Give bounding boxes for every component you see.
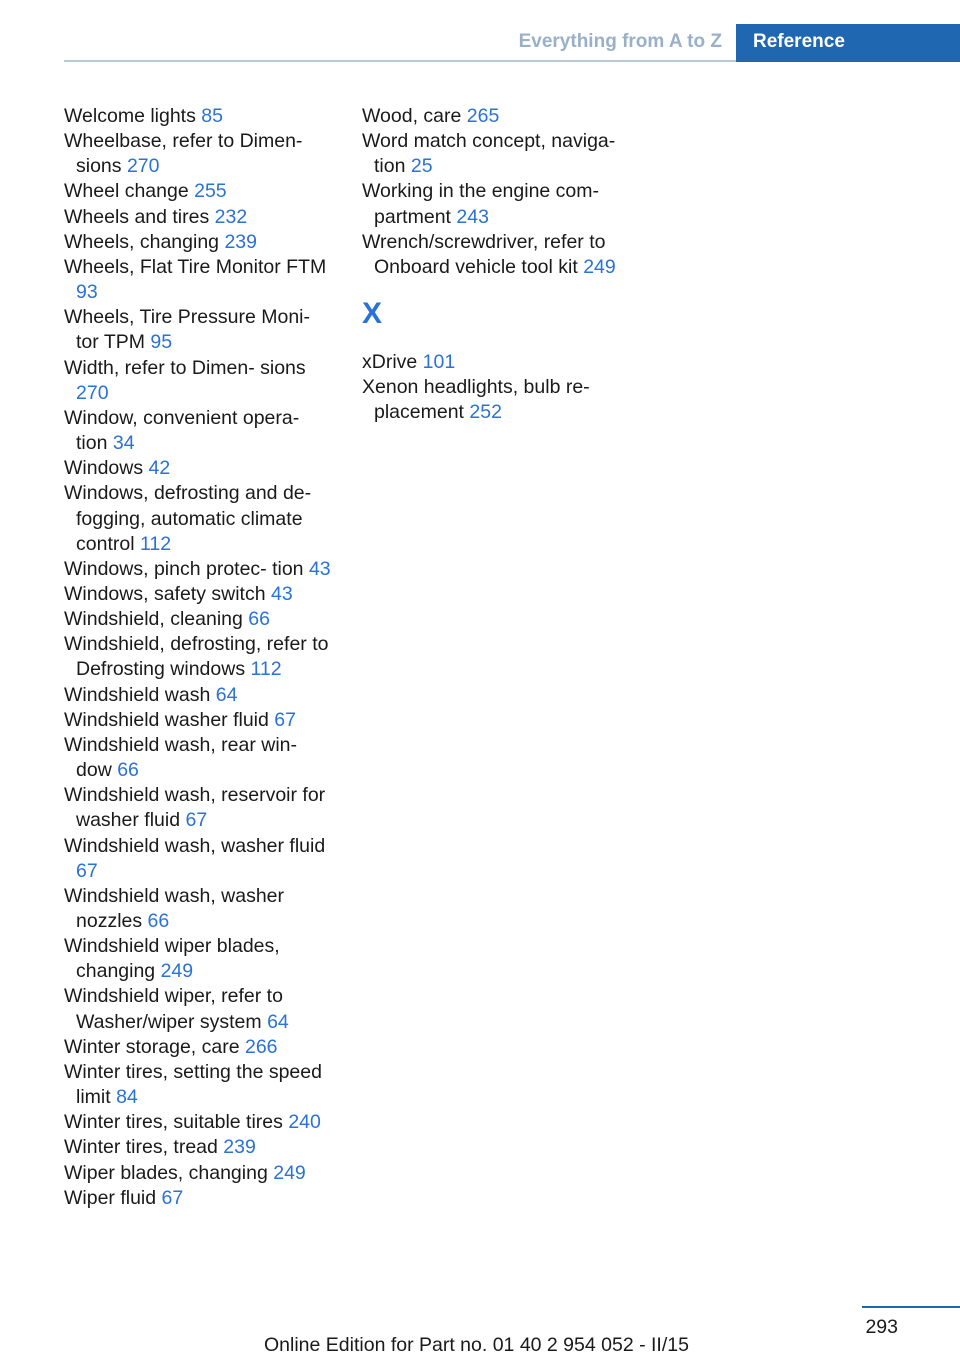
header-section-title: Everything from A to Z [518,31,722,52]
index-term: Window, convenient opera- tion [64,406,300,455]
page-header [0,24,960,60]
page-reference-link[interactable]: 270 [126,155,160,178]
edition-note: Online Edition for Part no. 01 40 2 954 052 - II/15 [264,1334,689,1356]
index-term: Windows, pinch protec- tion [64,557,309,580]
index-entry [64,179,336,204]
index-entry [64,582,336,607]
page-reference-link[interactable]: 67 [185,809,208,832]
page-reference-link[interactable]: 265 [466,105,500,127]
page-reference-link[interactable]: 42 [148,457,171,480]
index-term: Word match concept, naviga- tion [362,130,616,178]
page-reference-link[interactable]: 101 [422,351,456,374]
index-entry [64,456,336,481]
index-entry [64,305,336,355]
index-term: Width, refer to Dimen- sions [64,356,306,379]
header-reference-tab: Reference [736,24,960,62]
index-term: Winter storage, care [64,1035,245,1058]
index-term: Windshield wiper blades, changing [64,935,280,983]
index-term: Working in the engine com- partment [362,180,600,228]
index-entry [362,104,634,129]
page-reference-link[interactable]: 66 [117,759,139,782]
page-reference-link[interactable]: 249 [583,255,616,278]
index-term: Wheels, changing [64,230,225,253]
page-reference-link[interactable]: 67 [161,1186,184,1209]
page-reference-link[interactable]: 252 [469,401,502,424]
index-entry [64,406,336,456]
page-reference-link[interactable]: 34 [112,432,135,455]
page-reference-link[interactable]: 25 [410,155,433,178]
index-term: Windshield, defrosting, refer to Defrosting windows [64,633,329,681]
index-entry [362,375,634,425]
page-reference-link[interactable]: 239 [223,1136,256,1159]
index-entry [64,1110,336,1135]
page-reference-link[interactable]: 112 [139,532,172,555]
page-reference-link[interactable]: 43 [270,582,293,605]
page-reference-link[interactable]: 249 [160,960,194,983]
page-reference-link[interactable]: 95 [150,331,173,354]
footer-rule [862,1306,960,1308]
index-term: Wiper blades, changing [64,1161,274,1184]
index-entry [64,356,336,406]
index-entry [64,834,336,884]
index-entry [64,1060,336,1110]
index-entry [64,129,336,179]
index-entry [64,557,336,582]
index-term: Windows [64,457,149,480]
index-entry [64,783,336,833]
index-group-w-continued [362,104,634,280]
index-term: Wiper fluid [64,1186,162,1209]
index-entry [64,481,336,556]
page-reference-link[interactable]: 266 [244,1035,278,1058]
page-reference-link[interactable]: 249 [273,1161,306,1184]
index-entry [64,683,336,708]
index-term: Windshield wash, rear win- dow [64,733,298,782]
page-reference-link[interactable]: 232 [214,205,248,228]
index-term: Windshield, cleaning [64,608,249,631]
index-term: Windows, defrosting and de- fogging, automatic climate control [64,482,312,555]
index-term: Windshield washer fluid [64,708,275,731]
index-term: Windshield wash, washer fluid [64,834,326,857]
page-reference-link[interactable]: 239 [224,230,257,253]
index-term: Wheels and tires [64,205,215,228]
index-term: Wheel change [64,180,195,203]
index-term: Wrench/screwdriver, refer to Onboard vehicle tool kit [362,230,606,278]
index-term: Winter tires, suitable tires [64,1111,289,1134]
index-column-right [362,104,634,426]
page-reference-link[interactable]: 112 [250,658,282,681]
index-term: Wheels, Flat Tire Monitor FTM [64,255,327,278]
index-entry [64,733,336,783]
index-term: Windows, safety switch [64,582,271,605]
index-term: Windshield wash, washer nozzles [64,884,285,932]
index-term: Windshield wash [64,683,216,706]
index-term: Winter tires, setting the speed limit [64,1060,322,1109]
index-entry [362,350,634,375]
page-reference-link[interactable]: 240 [288,1111,321,1134]
index-entry [64,1161,336,1186]
index-entry [64,1186,336,1211]
page-reference-link[interactable]: 43 [308,557,331,580]
index-entry [64,632,336,682]
index-term: Windshield wash, reservoir for washer fluid [64,784,326,832]
index-term: Windshield wiper, refer to Washer/wiper system [64,985,283,1033]
index-term: Wheels, Tire Pressure Moni- tor TPM [64,306,310,354]
index-term: Winter tires, tread [64,1136,224,1159]
index-entry [362,230,634,280]
index-entry [64,984,336,1034]
page-reference-link[interactable]: 64 [267,1010,289,1033]
page-reference-link[interactable]: 66 [147,910,170,932]
index-entry [64,884,336,934]
index-entry [362,129,634,179]
page-reference-link[interactable]: 243 [456,205,489,228]
index-entry [64,708,336,733]
page-reference-link[interactable]: 66 [248,608,270,631]
index-entry [64,1135,336,1160]
index-entry [64,934,336,984]
page-reference-link[interactable]: 84 [116,1086,138,1109]
index-term: Welcome lights [64,105,202,127]
index-entry [64,104,336,129]
index-entry [64,255,336,305]
page-reference-link[interactable]: 270 [76,381,109,404]
index-entry [64,607,336,632]
index-entry [64,230,336,255]
index-column-left [64,104,336,1211]
index-letter-heading: X [362,297,383,331]
page-reference-link[interactable]: 93 [76,281,98,304]
page-number: 293 [865,1316,898,1338]
page-reference-link[interactable]: 67 [76,859,98,882]
index-term: xDrive [362,351,423,374]
index-entry [362,179,634,229]
page-reference-link[interactable]: 67 [274,708,296,731]
index-entry [64,1035,336,1060]
page-reference-link[interactable]: 255 [194,180,227,203]
index-term: Wood, care [362,105,467,127]
index-entry [64,205,336,230]
index-term: Wheelbase, refer to Dimen- sions [64,130,303,178]
index-term: Xenon headlights, bulb re- placement [362,376,590,424]
page-reference-link[interactable]: 64 [215,683,238,706]
page-reference-link[interactable]: 85 [201,105,223,127]
index-group-x [362,350,634,425]
